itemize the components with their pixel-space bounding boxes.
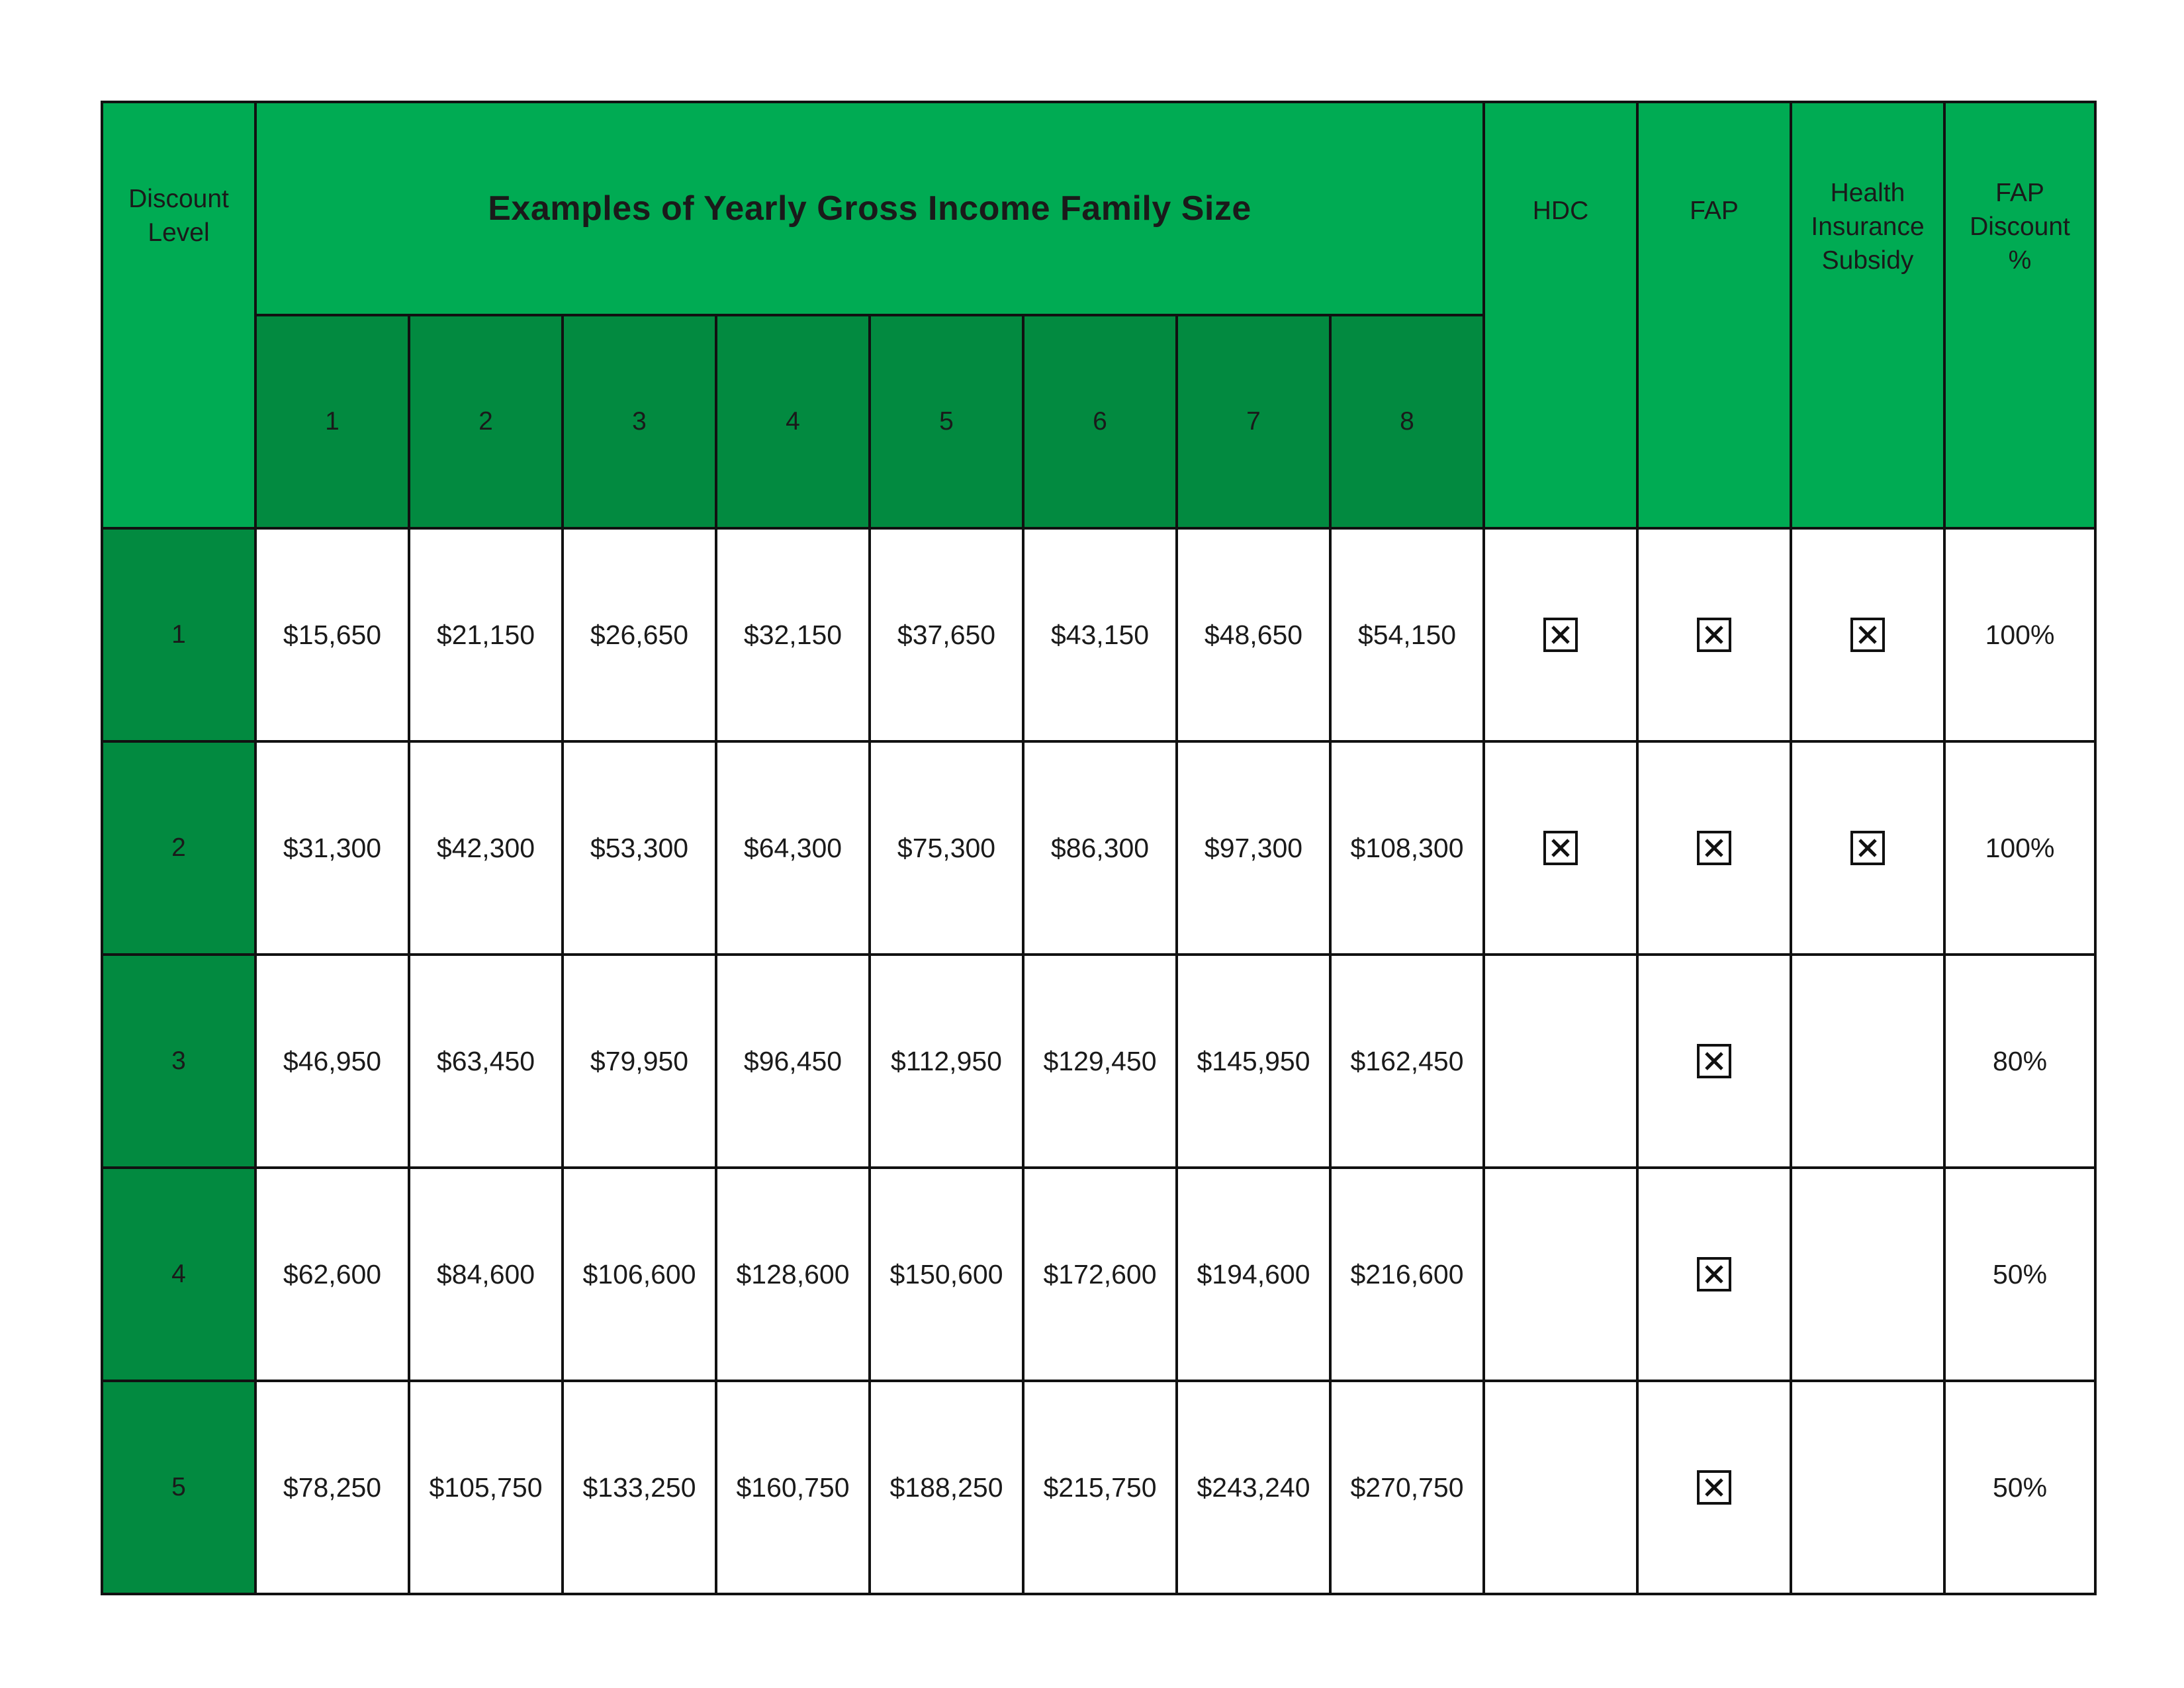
- fap-cell: [1637, 528, 1791, 741]
- fap-discount-cell: 50%: [1944, 1381, 2095, 1594]
- table-row: [102, 1168, 2095, 1381]
- income-cell: $133,250: [563, 1381, 716, 1594]
- fap-discount-header-line3: %: [2008, 246, 2032, 275]
- income-cell: $96,450: [716, 955, 870, 1168]
- table-title: Examples of Yearly Gross Income Family Size: [255, 102, 1484, 315]
- checked-box-icon: [1697, 1044, 1731, 1078]
- hdc-cell: [1484, 1381, 1637, 1594]
- income-cell: $53,300: [563, 741, 716, 955]
- fap-discount-header-line2: Discount: [1970, 212, 2070, 241]
- income-cell: $21,150: [409, 528, 563, 741]
- fap-cell: [1637, 1168, 1791, 1381]
- fap-header: FAP: [1637, 102, 1791, 528]
- checked-box-icon: [1697, 831, 1731, 865]
- subsidy-cell: [1791, 528, 1944, 741]
- discount-level-cell: 3: [102, 955, 255, 1168]
- hdc-cell: [1484, 741, 1637, 955]
- checked-box-icon: [1543, 618, 1578, 652]
- income-cell: $215,750: [1023, 1381, 1177, 1594]
- income-cell: $75,300: [870, 741, 1023, 955]
- health-insurance-subsidy-header: [1791, 102, 1944, 528]
- subsidy-header-line2: Insurance: [1811, 212, 1925, 241]
- income-cell: $42,300: [409, 741, 563, 955]
- hdc-cell: [1484, 1168, 1637, 1381]
- fap-cell: [1637, 741, 1791, 955]
- fap-discount-cell: 100%: [1944, 741, 2095, 955]
- subsidy-cell: [1791, 1381, 1944, 1594]
- subsidy-header-line1: Health: [1830, 179, 1905, 207]
- income-cell: $150,600: [870, 1168, 1023, 1381]
- table-row: [102, 528, 2095, 741]
- discount-level-header-line2: Level: [148, 218, 210, 247]
- family-size-header: 3: [563, 315, 716, 528]
- subsidy-cell: [1791, 955, 1944, 1168]
- income-cell: $64,300: [716, 741, 870, 955]
- income-cell: $46,950: [255, 955, 409, 1168]
- checked-box-icon: [1850, 618, 1885, 652]
- income-cell: $128,600: [716, 1168, 870, 1381]
- family-size-header: 1: [255, 315, 409, 528]
- income-cell: $162,450: [1330, 955, 1484, 1168]
- income-cell: $86,300: [1023, 741, 1177, 955]
- family-size-header: 2: [409, 315, 563, 528]
- income-cell: $32,150: [716, 528, 870, 741]
- income-cell: $129,450: [1023, 955, 1177, 1168]
- table-row: [102, 741, 2095, 955]
- income-cell: $78,250: [255, 1381, 409, 1594]
- income-cell: $48,650: [1177, 528, 1330, 741]
- hdc-cell: [1484, 528, 1637, 741]
- income-cell: $145,950: [1177, 955, 1330, 1168]
- income-cell: $26,650: [563, 528, 716, 741]
- income-cell: $97,300: [1177, 741, 1330, 955]
- fap-cell: [1637, 1381, 1791, 1594]
- fap-discount-cell: 100%: [1944, 528, 2095, 741]
- income-cell: $216,600: [1330, 1168, 1484, 1381]
- discount-level-cell: 4: [102, 1168, 255, 1381]
- income-cell: $54,150: [1330, 528, 1484, 741]
- subsidy-cell: [1791, 741, 1944, 955]
- subsidy-header-line3: Subsidy: [1821, 246, 1914, 275]
- table-row: [102, 955, 2095, 1168]
- income-cell: $243,240: [1177, 1381, 1330, 1594]
- income-cell: $160,750: [716, 1381, 870, 1594]
- hdc-header: HDC: [1484, 102, 1637, 528]
- discount-level-cell: 5: [102, 1381, 255, 1594]
- discount-level-cell: 2: [102, 741, 255, 955]
- family-size-header: 5: [870, 315, 1023, 528]
- income-cell: $31,300: [255, 741, 409, 955]
- fap-discount-header-line1: FAP: [1995, 179, 2044, 207]
- income-cell: $194,600: [1177, 1168, 1330, 1381]
- discount-level-table: [101, 101, 2097, 1595]
- table-row: [102, 1381, 2095, 1594]
- income-cell: $84,600: [409, 1168, 563, 1381]
- fap-discount-cell: 80%: [1944, 955, 2095, 1168]
- discount-level-header-line1: Discount: [128, 185, 229, 213]
- discount-level-cell: 1: [102, 528, 255, 741]
- checked-box-icon: [1543, 831, 1578, 865]
- income-cell: $37,650: [870, 528, 1023, 741]
- fap-discount-cell: 50%: [1944, 1168, 2095, 1381]
- income-cell: $43,150: [1023, 528, 1177, 741]
- income-cell: $79,950: [563, 955, 716, 1168]
- income-cell: $108,300: [1330, 741, 1484, 955]
- income-cell: $62,600: [255, 1168, 409, 1381]
- income-cell: $106,600: [563, 1168, 716, 1381]
- income-cell: $15,650: [255, 528, 409, 741]
- hdc-cell: [1484, 955, 1637, 1168]
- income-cell: $270,750: [1330, 1381, 1484, 1594]
- checked-box-icon: [1697, 618, 1731, 652]
- checked-box-icon: [1697, 1257, 1731, 1291]
- table-body: [102, 528, 2095, 1594]
- family-size-header: 4: [716, 315, 870, 528]
- subsidy-cell: [1791, 1168, 1944, 1381]
- checked-box-icon: [1850, 831, 1885, 865]
- income-cell: $105,750: [409, 1381, 563, 1594]
- family-size-header: 8: [1330, 315, 1484, 528]
- fap-discount-header: [1944, 102, 2095, 528]
- income-cell: $188,250: [870, 1381, 1023, 1594]
- checked-box-icon: [1697, 1470, 1731, 1505]
- family-size-header: 6: [1023, 315, 1177, 528]
- family-size-header: 7: [1177, 315, 1330, 528]
- income-cell: $172,600: [1023, 1168, 1177, 1381]
- fap-cell: [1637, 955, 1791, 1168]
- income-cell: $112,950: [870, 955, 1023, 1168]
- income-cell: $63,450: [409, 955, 563, 1168]
- discount-level-header: [102, 102, 255, 528]
